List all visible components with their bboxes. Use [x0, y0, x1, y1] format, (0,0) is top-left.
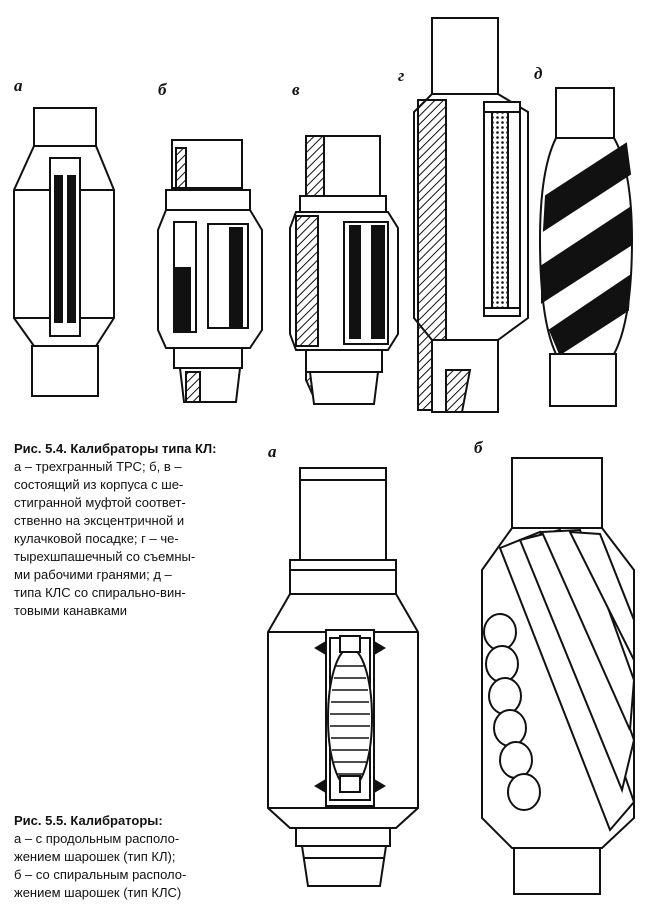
fig54-caption-line: стигранной муфтой соответ-: [14, 495, 186, 510]
fig55-label-a: а: [268, 442, 277, 461]
fig55-caption-line: б – со спиральным располо-: [14, 867, 187, 882]
fig54-caption-line: товыми канавками: [14, 603, 128, 618]
fig54-caption-line: тырехшпашечный со съемны-: [14, 549, 196, 564]
fig54-caption-line: кулачковой посадке; г – че-: [14, 531, 179, 546]
fig54-caption-line: состоящий из корпуса с ше-: [14, 477, 184, 492]
fig54-caption-title: Рис. 5.4. Калибраторы типа КЛ:: [14, 441, 217, 456]
fig54-label-a: а: [14, 76, 23, 95]
calibrator-kl-longitudinal-rollers-drawing: [268, 468, 418, 886]
fig54-caption: [14, 440, 254, 620]
fig54-caption-line: а – трехгранный ТРС; б, в –: [14, 459, 182, 474]
fig54-caption-line: ми рабочими гранями; д –: [14, 567, 172, 582]
fig55-caption-line: а – с продольным располо-: [14, 831, 180, 846]
calibrator-g-four-blade-drawing: [414, 18, 528, 412]
fig54-label-v: в: [292, 80, 300, 99]
fig54-caption-line: ственно на эксцентричной и: [14, 513, 185, 528]
fig54-label-d: д: [534, 64, 543, 83]
fig55-caption-line: жением шарошек (тип КЛС): [14, 885, 182, 900]
calibrator-v-cam-drawing: [290, 136, 398, 404]
fig54-label-g: г: [398, 66, 405, 85]
fig55-label-b: б: [474, 438, 483, 457]
calibrator-b-eccentric-drawing: [158, 140, 262, 402]
fig55-caption-line: жением шарошек (тип КЛ);: [14, 849, 176, 864]
fig55-caption: [14, 812, 254, 902]
calibrator-d-kls-spiral-drawing: [540, 88, 632, 406]
fig54-label-b: б: [158, 80, 167, 99]
calibrator-a-trs-drawing: [14, 108, 114, 396]
fig55-caption-title: Рис. 5.5. Калибраторы:: [14, 813, 163, 828]
fig54-caption-line: типа КЛС со спирально-вин-: [14, 585, 186, 600]
calibrator-kls-spiral-rollers-drawing: [482, 458, 634, 894]
